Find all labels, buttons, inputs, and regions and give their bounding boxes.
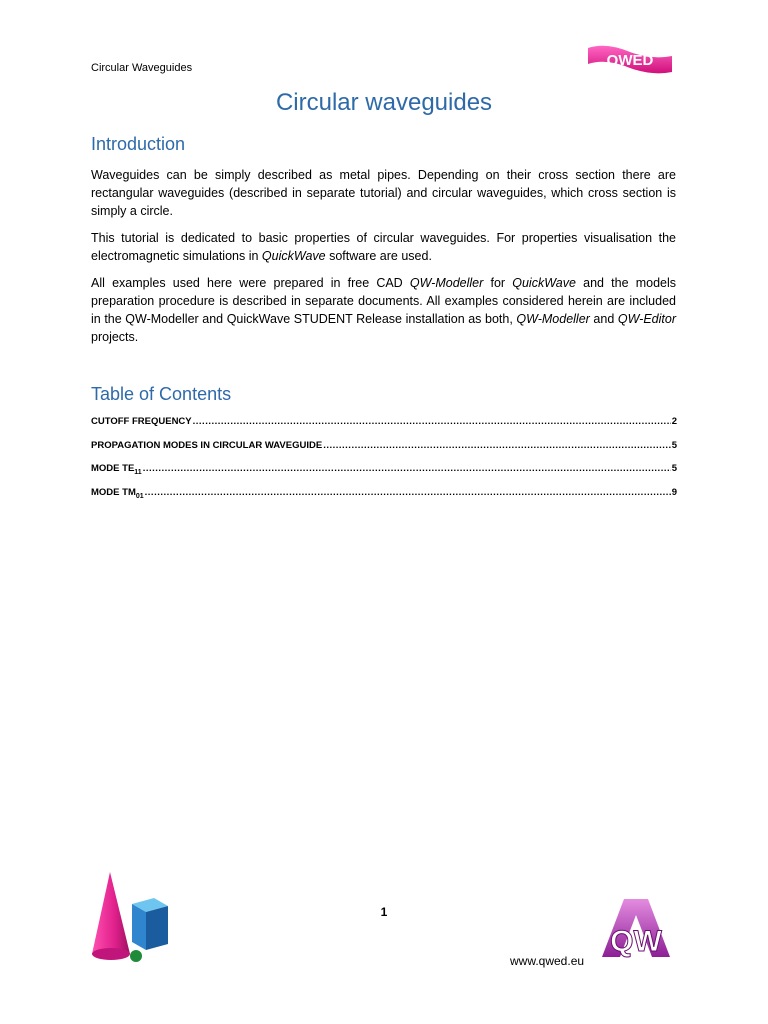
toc-entry[interactable]	[91, 440, 677, 464]
footer-url[interactable]: www.qwed.eu	[510, 954, 585, 968]
table-of-contents	[91, 416, 677, 510]
toc-entry-text: PROPAGATION MODES IN CIRCULAR WAVEGUIDE	[91, 439, 323, 451]
toc-entry-page: 5	[671, 463, 677, 474]
toc-entry-text: MODE $TE_{11}$	[91, 463, 142, 476]
qw-logo-icon	[600, 897, 672, 959]
toc-heading: Table of Contents	[91, 384, 232, 404]
toc-leader-dots	[145, 487, 671, 498]
toc-entry-text: CUTOFF FREQUENCY	[91, 416, 192, 427]
toc-entry-page: 5	[671, 439, 677, 451]
qwed-logo-text: QWED	[606, 52, 654, 69]
toc-leader-dots	[143, 463, 671, 474]
toc-entry-text: MODE $TM_{01}$	[91, 486, 144, 500]
running-header: Circular Waveguides	[91, 62, 193, 74]
page-number: 1	[380, 905, 388, 919]
intro-paragraph-1: Waveguides can be simply described as metal pipes. Depending on their cross section there are rectangular waveguides (described in separate tutorial) and circular waveguides, which cross section is simply a circle.	[91, 168, 676, 218]
toc-entry-page: 2	[671, 416, 677, 427]
toc-entry-page: 9	[671, 486, 677, 498]
page-title: Circular waveguides	[275, 89, 493, 116]
toc-leader-dots	[323, 440, 671, 451]
toc-leader-dots	[193, 416, 671, 427]
toc-entry[interactable]	[91, 463, 677, 487]
toc-entry[interactable]	[91, 416, 677, 440]
intro-paragraph-2: This tutorial is dedicated to basic properties of circular waveguides. For properties visualisation the electromagnetic simulations in QuickWave software are used.	[91, 231, 676, 263]
introduction-heading: Introduction	[91, 134, 186, 154]
intro-paragraph-3: All examples used here were prepared in free CAD QW-Modeller for QuickWave and the models preparation procedure is described in separate documents. All examples considered herein are included in the QW-Modeller and QuickWave STUDENT Release installation as both, QW-Modeller and QW-Editor projects.	[91, 276, 676, 344]
toc-entry[interactable]	[91, 487, 677, 511]
qwed-logo-icon	[586, 40, 674, 76]
qw-logo-text: QW	[610, 925, 662, 958]
